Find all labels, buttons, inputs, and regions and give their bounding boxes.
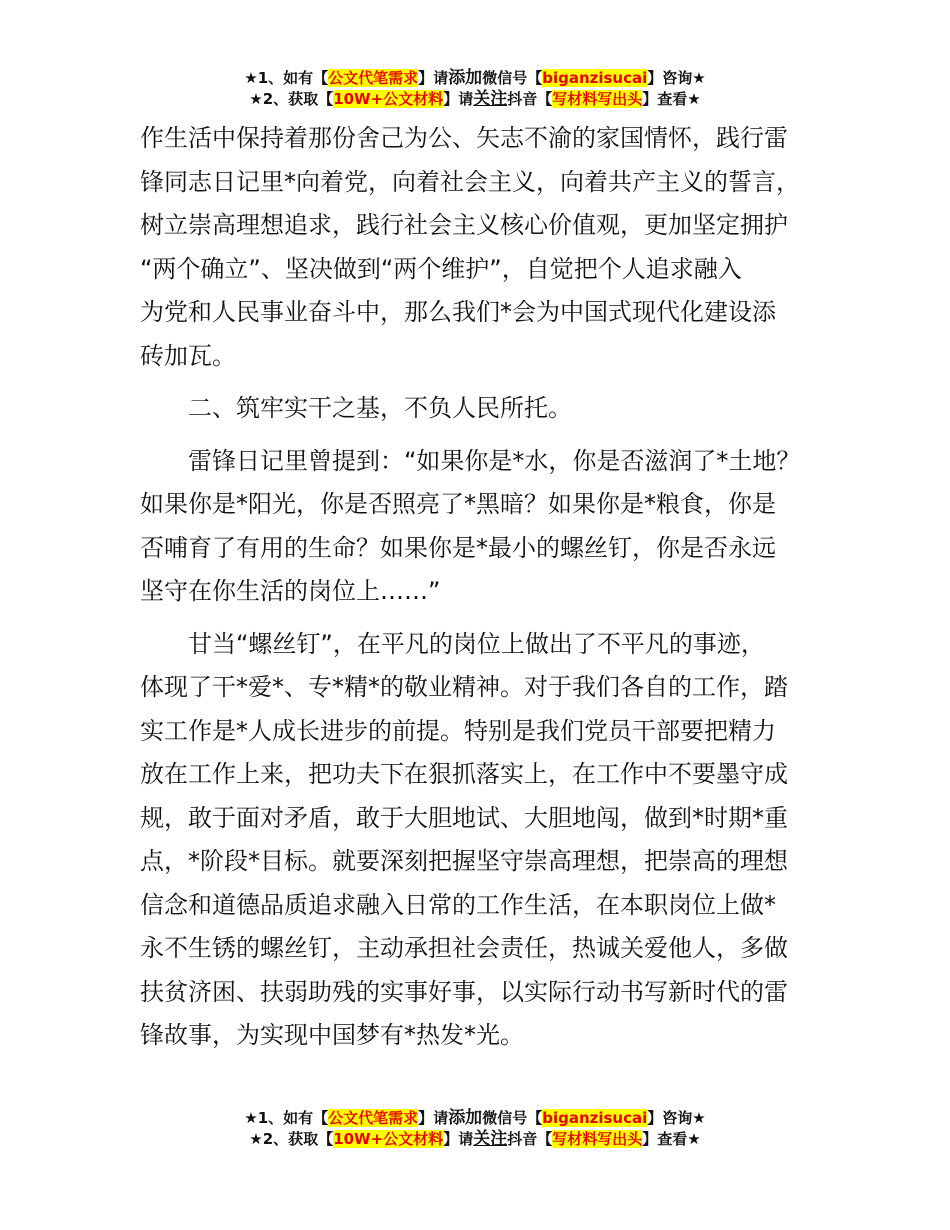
document-body [140, 117, 840, 1058]
text-line: 否哺育了有用的生命？如果你是*最小的螺丝钉，你是否永远 [140, 533, 776, 562]
banner-line-1 [0, 1108, 950, 1129]
paragraph-1 [140, 117, 840, 378]
banner-text: ★1、如有【 [244, 1109, 329, 1127]
text-line: 永不生锈的螺丝钉，主动承担社会责任，热诚关爱他人，多做 [140, 934, 788, 962]
banner-line-2 [0, 89, 950, 110]
wechat-id-highlight: biganzisucai [542, 69, 648, 87]
banner-text: 抖音【 [507, 90, 553, 108]
banner-line-2 [0, 1129, 950, 1150]
text-line: 点，*阶段*目标。就要深刻把握坚守崇高理想，把崇高的理想 [140, 847, 788, 875]
banner-text: ★1、如有【 [244, 69, 329, 87]
text-line: 坚守在你生活的岗位上……” [140, 577, 441, 605]
text-line: 实工作是*人成长进步的前提。特别是我们党员干部要把精力 [140, 716, 776, 745]
header-banner [0, 68, 950, 110]
banner-text: 】请 [418, 69, 449, 87]
banner-text: 抖音【 [507, 1130, 553, 1148]
banner-text: 】咨询★ [647, 69, 706, 87]
text-line: 作生活中保持着那份舍己为公、矢志不渝的家国情怀，践行雷 [140, 124, 788, 152]
banner-text: ★2、获取【 [249, 1130, 334, 1148]
text-line: “两个确立”、坚决做到“两个维护”，自觉把个人追求融入 [140, 254, 742, 283]
banner-text: 】查看★ [642, 90, 701, 108]
douyin-id-highlight: 写材料写出头 [552, 1130, 643, 1148]
banner-emphasis: 添加 [448, 1108, 483, 1128]
banner-text: 微信号【 [482, 69, 543, 87]
douyin-id-highlight: 写材料写出头 [552, 90, 643, 108]
text-line: 为党和人民事业奋斗中，那么我们*会为中国式现代化建设添 [140, 298, 776, 326]
paragraph-2 [140, 440, 840, 614]
text-line: 体现了干*爱*、专*精*的敬业精神。对于我们各自的工作，踏 [140, 673, 788, 701]
highlight-badge: 10W+公文材料 [333, 90, 444, 108]
text-line: 信念和道德品质追求融入日常的工作生活，在本职岗位上做* [140, 890, 776, 919]
text-line: 甘当“螺丝钉”，在平凡的岗位上做出了不平凡的事迹， [188, 629, 765, 658]
text-line: 锋同志日记里*向着党，向着社会主义，向着共产主义的誓言， [140, 167, 800, 196]
heading-line: 二、筑牢实干之基，不负人民所托。 [188, 394, 572, 422]
banner-text: 】请 [443, 1130, 474, 1148]
banner-emphasis: 关注 [473, 89, 508, 109]
banner-emphasis: 添加 [448, 68, 483, 88]
footer-banner [0, 1108, 950, 1150]
text-line: 规，敢于面对矛盾，敢于大胆地试、大胆地闯，做到*时期*重 [140, 803, 788, 832]
text-line: 雷锋日记里曾提到：“如果你是*水，你是否滋润了*土地？ [188, 446, 801, 475]
text-line: 放在工作上来，把功夫下在狠抓落实上，在工作中不要墨守成 [140, 760, 788, 788]
highlight-badge: 公文代笔需求 [328, 1109, 419, 1127]
banner-text: ★2、获取【 [249, 90, 334, 108]
banner-text: 】查看★ [642, 1130, 701, 1148]
text-line: 树立崇高理想追求，践行社会主义核心价值观，更加坚定拥护 [140, 211, 788, 239]
section-heading [140, 387, 840, 431]
banner-text: 】请 [418, 1109, 449, 1127]
highlight-badge: 10W+公文材料 [333, 1130, 444, 1148]
paragraph-3 [140, 623, 840, 1058]
banner-text: 微信号【 [482, 1109, 543, 1127]
banner-line-1 [0, 68, 950, 89]
banner-text: 】咨询★ [647, 1109, 706, 1127]
wechat-id-highlight: biganzisucai [542, 1109, 648, 1127]
text-line: 锋故事，为实现中国梦有*热发*光。 [140, 1021, 524, 1049]
text-line: 扶贫济困、扶弱助残的实事好事，以实际行动书写新时代的雷 [140, 977, 788, 1006]
highlight-badge: 公文代笔需求 [328, 69, 419, 87]
text-line: 砖加瓦。 [140, 341, 236, 370]
banner-emphasis: 关注 [473, 1129, 508, 1149]
text-line: 如果你是*阳光，你是否照亮了*黑暗？如果你是*粮食，你是 [140, 490, 776, 518]
banner-text: 】请 [443, 90, 474, 108]
